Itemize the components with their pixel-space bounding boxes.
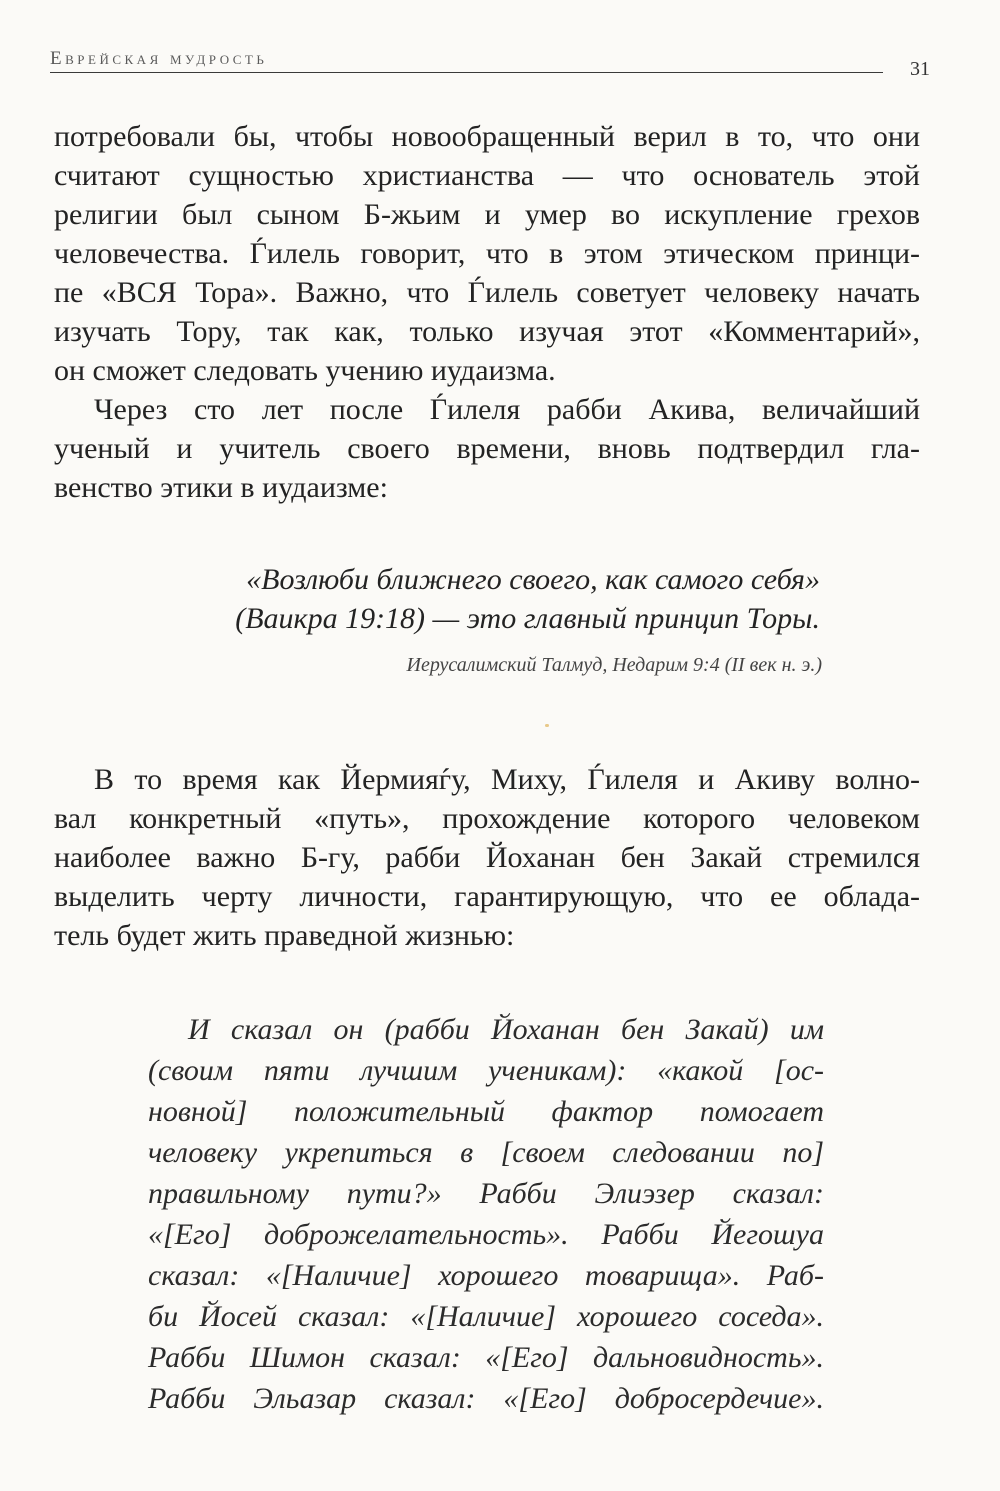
text-line: тель будет жить праведной жизнью:	[54, 919, 515, 952]
paper-speck	[545, 724, 549, 727]
quote-line: И сказал он (рабби Йоханан бен Закай) им	[188, 1013, 824, 1046]
text-line: человечества. Ѓилель говорит, что в этом этическом принци-	[54, 237, 920, 270]
text-line: потребовали бы, чтобы новообращенный верил в то, что они	[54, 120, 920, 153]
text-line: пе «ВСЯ Тора». Важно, что Ѓилель советует человеку начать	[54, 276, 920, 309]
text-line: В то время как Йермияѓу, Миху, Ѓилеля и Акиву волно-	[94, 763, 920, 796]
quote-line: правильному пути?» Рабби Элиэзер сказал:	[148, 1177, 824, 1210]
page-number: 31	[910, 58, 930, 80]
running-header	[50, 44, 930, 84]
quote-line: (своим пяти лучшим ученикам): «какой [ос-	[148, 1054, 824, 1087]
header-title: Еврейская мудрость	[50, 48, 268, 69]
header-rule	[50, 72, 883, 73]
quote-line: (Ваикра 19:18) — это главный принцип Торы.	[235, 602, 820, 635]
quote-line: «[Его] доброжелательность». Рабби Йегошуа	[148, 1218, 824, 1251]
quote-line: сказал: «[Наличие] хорошего товарища». Раб-	[148, 1259, 824, 1292]
text-line: считают сущностью христианства — что основатель этой	[54, 159, 920, 192]
text-line: ученый и учитель своего времени, вновь подтвердил гла-	[54, 432, 920, 465]
text-line: наиболее важно Б-гу, рабби Йоханан бен Закай стремился	[54, 841, 920, 874]
quote-line: новной] положительный фактор помогает	[148, 1095, 824, 1128]
text-line: Через сто лет после Ѓилеля рабби Акива, величайший	[94, 393, 920, 426]
text-line: вал конкретный «путь», прохождение которого человеком	[54, 802, 920, 835]
text-line: венство этики в иудаизме:	[54, 471, 388, 504]
quote-line: Рабби Шимон сказал: «[Его] дальновидность».	[148, 1341, 824, 1374]
text-line: выделить черту личности, гарантирующую, что ее облада-	[54, 880, 920, 913]
text-line: религии был сыном Б-жьим и умер во искупление грехов	[54, 198, 920, 231]
quote-source: Иерусалимский Талмуд, Недарим 9:4 (II век н. э.)	[406, 654, 822, 676]
text-line: изучать Тору, так как, только изучая этот «Комментарий»,	[54, 315, 920, 348]
quote-line: би Йосей сказал: «[Наличие] хорошего соседа».	[148, 1300, 824, 1333]
text-line: он сможет следовать учению иудаизма.	[54, 354, 556, 387]
quote-line: «Возлюби ближнего своего, как самого себя»	[246, 563, 820, 596]
quote-line: Рабби Эльазар сказал: «[Его] добросердечие».	[148, 1382, 824, 1415]
quote-line: человеку укрепиться в [своем следовании по]	[148, 1136, 824, 1169]
